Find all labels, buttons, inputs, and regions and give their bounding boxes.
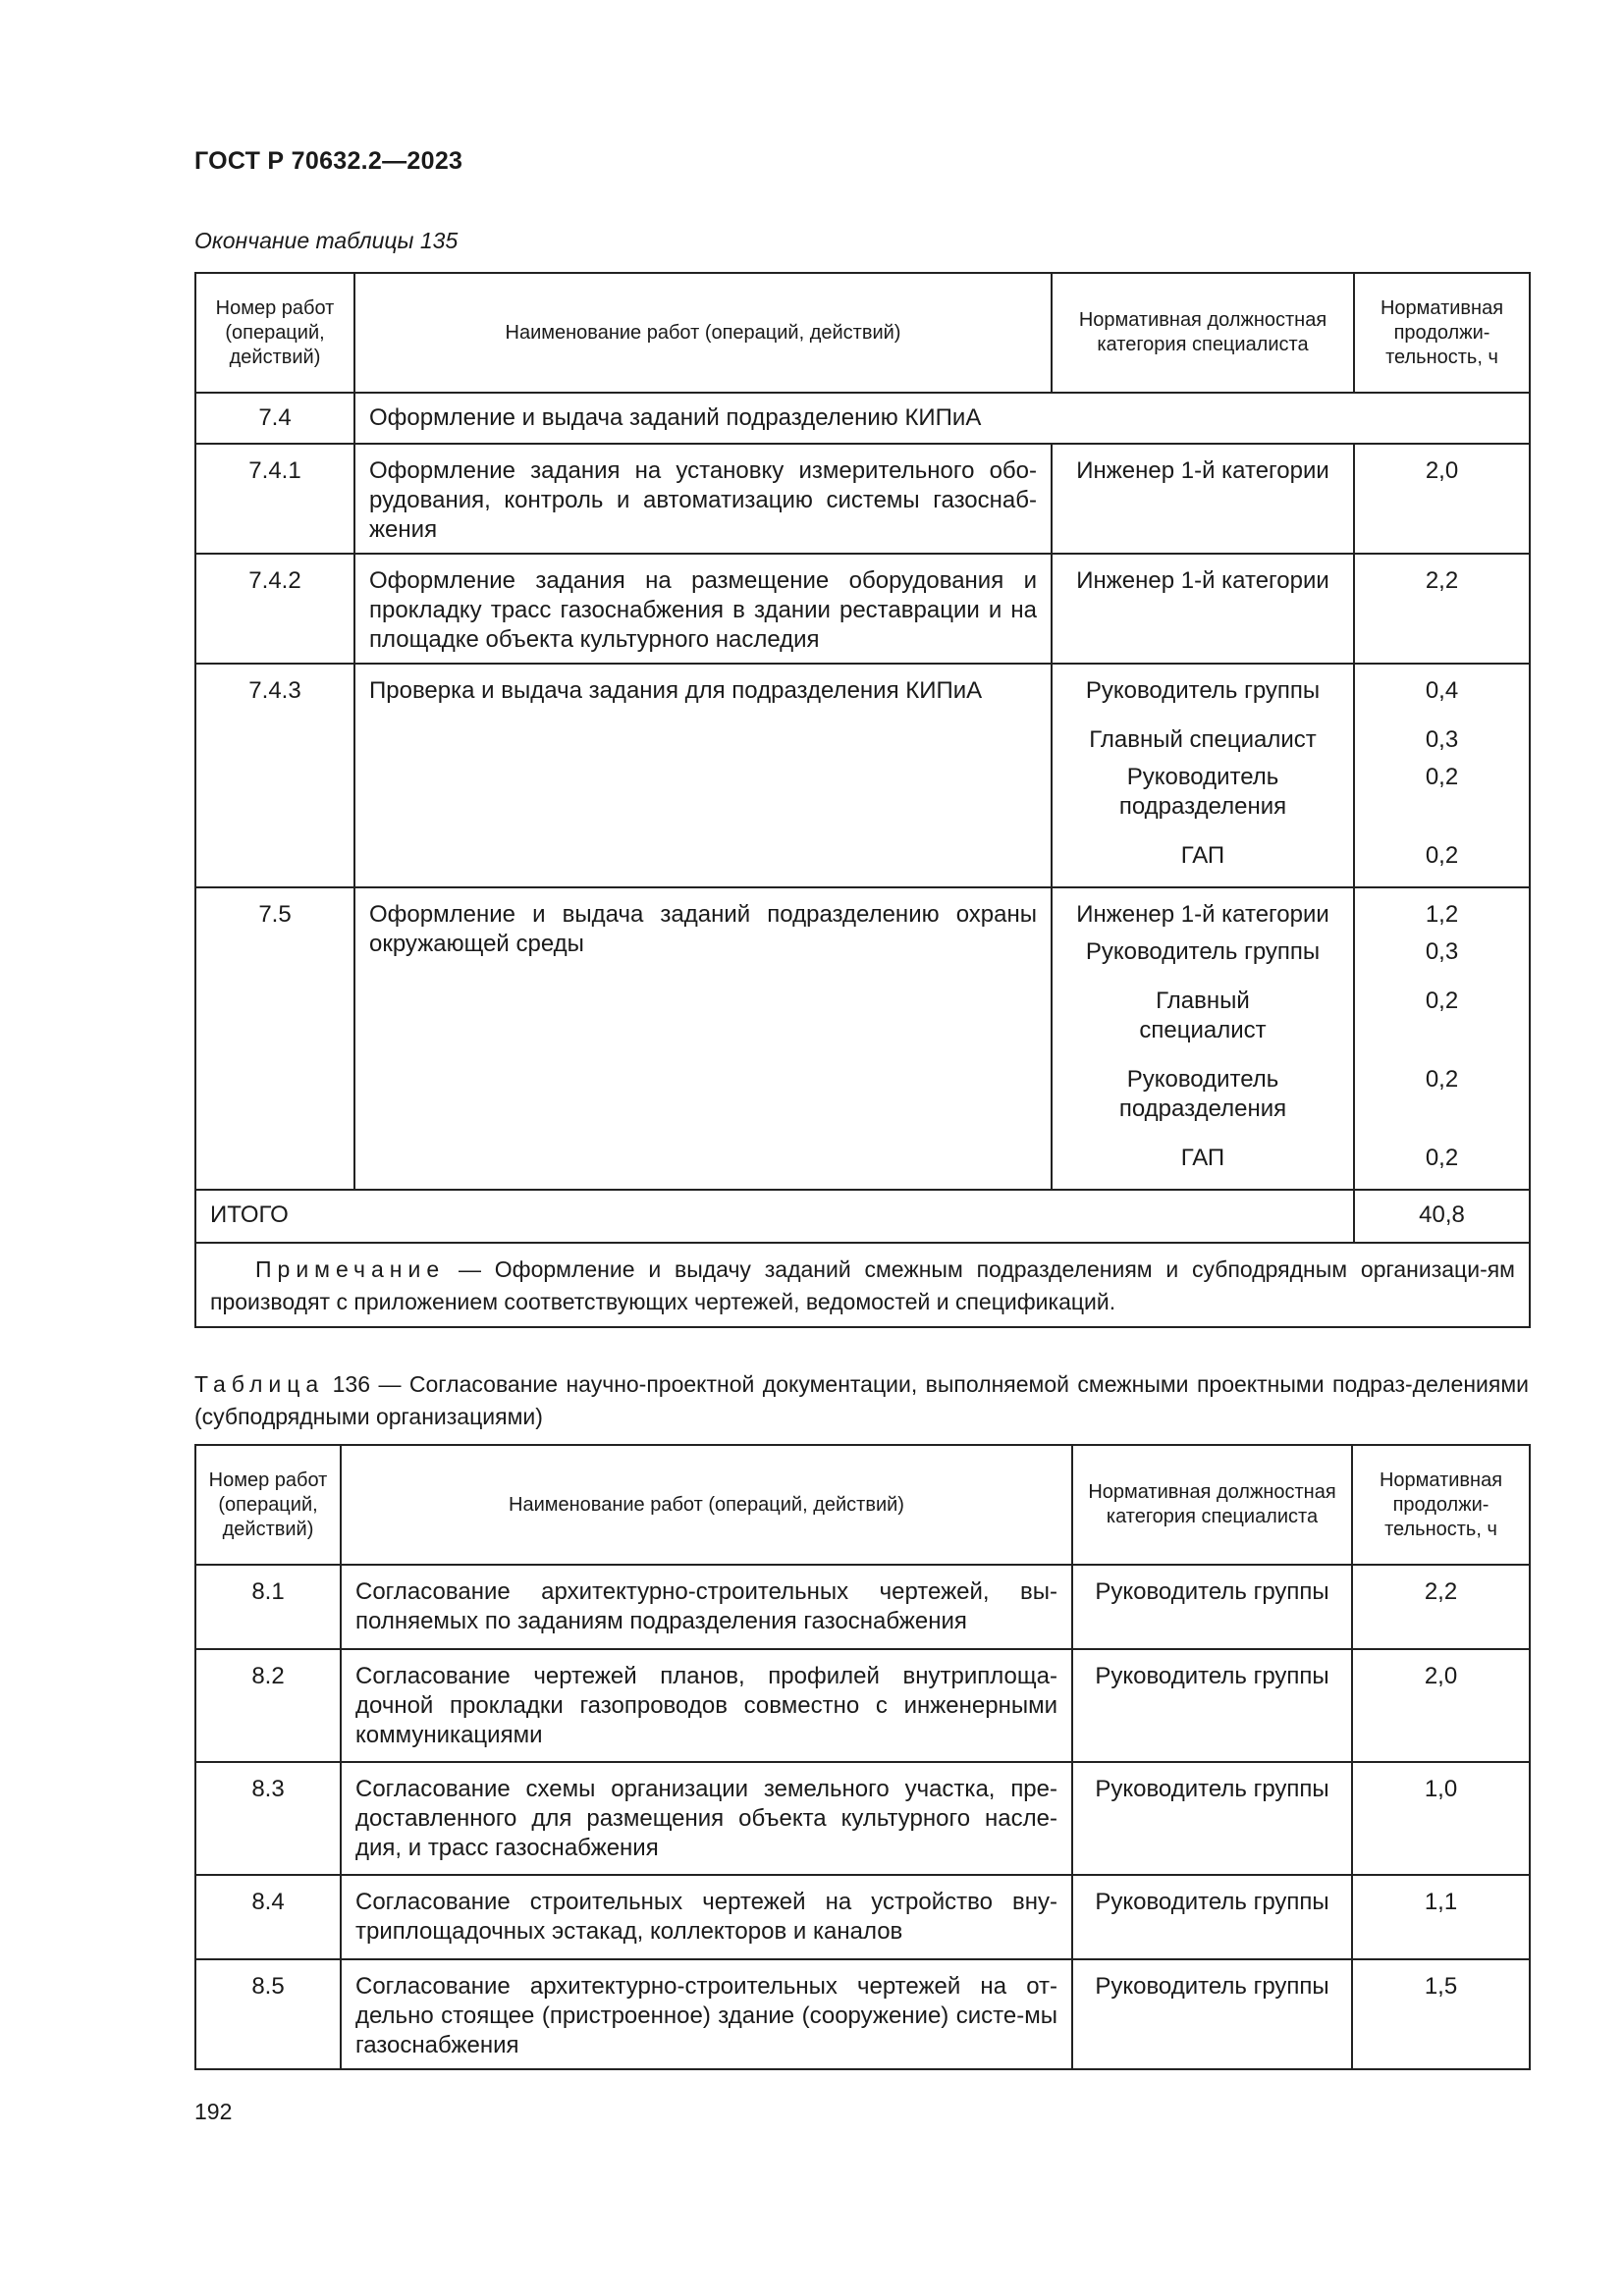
- row-duration: [1352, 1649, 1530, 1762]
- row-duration: [1352, 1875, 1530, 1959]
- table-row: [195, 554, 1530, 664]
- duration-item: 2,2: [1425, 567, 1459, 594]
- category-item: Руководитель группы: [1095, 1973, 1329, 2000]
- table-135: [194, 272, 1531, 1328]
- row-duration: [1354, 554, 1530, 664]
- duration-item: 1,0: [1424, 1776, 1458, 1802]
- category-item: Главный специалист: [1089, 726, 1317, 753]
- note-label: Примечание: [255, 1256, 446, 1282]
- row-number: 7.5: [195, 887, 354, 1190]
- table-136: [194, 1444, 1531, 2070]
- row-number: 8.5: [195, 1959, 341, 2069]
- category-item: Руководитель подразделения: [1118, 1066, 1287, 1122]
- duration-item: 0,2: [1425, 764, 1459, 790]
- duration-item: 0,2: [1425, 988, 1459, 1014]
- category-item: ГАП: [1180, 1145, 1225, 1171]
- column-header-name: Наименование работ (операций, действий): [354, 273, 1052, 393]
- category-item: Инженер 1-й категории: [1076, 567, 1329, 594]
- column-header-number: Номер работ (операций, действий): [195, 1445, 341, 1565]
- category-item: Главный специалист: [1139, 988, 1267, 1043]
- row-duration: [1354, 664, 1530, 887]
- caption-text: 136 — Согласование научно-проектной документации, выполняемой смежными проектными подраз-делениями (субподрядными организациями): [194, 1371, 1530, 1429]
- table-row: [195, 1875, 1530, 1959]
- table-note: [195, 1243, 1530, 1327]
- row-category: [1052, 554, 1354, 664]
- row-number: 7.4.3: [195, 664, 354, 887]
- total-label: ИТОГО: [195, 1190, 1354, 1243]
- category-item: Руководитель группы: [1095, 1776, 1329, 1802]
- table-136-caption: [194, 1368, 1529, 1433]
- note-text: — Оформление и выдачу заданий смежным подразделениям и субподрядным организаци-ям производят с приложением соответствующих чертежей, ведомостей и спецификаций.: [210, 1256, 1515, 1314]
- row-name: [354, 393, 1530, 444]
- row-category: [1072, 1959, 1352, 2069]
- table-row: [195, 1565, 1530, 1649]
- category-item: Инженер 1-й категории: [1076, 901, 1329, 928]
- column-header-number: Номер работ (операций, действий): [195, 273, 354, 393]
- column-header-category: Нормативная должностная категория специалиста: [1052, 273, 1354, 393]
- duration-item: 2,0: [1425, 457, 1459, 484]
- duration-item: 1,1: [1424, 1889, 1458, 1915]
- row-category: [1072, 1649, 1352, 1762]
- category-item: Руководитель группы: [1095, 1578, 1329, 1605]
- duration-item: 0,2: [1425, 842, 1459, 869]
- row-duration: [1352, 1762, 1530, 1875]
- row-name: Оформление задания на установку измерительного обо-рудования, контроль и автоматизацию системы газоснаб-жения: [354, 444, 1052, 554]
- row-name: Согласование схемы организации земельного участка, пре-доставленного для размещения объекта культурного насле-дия, и трасс газоснабжения: [341, 1762, 1072, 1875]
- table-row: [195, 393, 1530, 444]
- row-number: 7.4.1: [195, 444, 354, 554]
- duration-item: 1,2: [1425, 901, 1459, 928]
- page-number: 192: [194, 2099, 233, 2124]
- row-number: 8.1: [195, 1565, 341, 1649]
- table-row: [195, 1762, 1530, 1875]
- total-value: 40,8: [1354, 1190, 1530, 1243]
- row-category: [1052, 664, 1354, 887]
- duration-item: 2,2: [1424, 1578, 1458, 1605]
- row-category: [1052, 887, 1354, 1190]
- row-duration: [1352, 1565, 1530, 1649]
- category-item: Инженер 1-й категории: [1076, 457, 1329, 484]
- table-header-row: [195, 273, 1530, 393]
- row-category: [1052, 444, 1354, 554]
- row-name-text: Оформление и выдача заданий подразделению КИПиА: [369, 404, 982, 431]
- row-duration: [1352, 1959, 1530, 2069]
- row-duration: [1354, 887, 1530, 1190]
- row-number: 7.4: [195, 393, 354, 444]
- total-row: [195, 1190, 1530, 1243]
- table-row: [195, 664, 1530, 887]
- duration-item: 0,2: [1425, 1145, 1459, 1171]
- duration-item: 0,3: [1425, 938, 1459, 965]
- duration-item: 1,5: [1424, 1973, 1458, 2000]
- category-item: Руководитель группы: [1095, 1663, 1329, 1689]
- column-header-category: Нормативная должностная категория специалиста: [1072, 1445, 1352, 1565]
- column-header-duration: Нормативная продолжи-тельность, ч: [1352, 1445, 1530, 1565]
- table-continuation-title: Окончание таблицы 135: [194, 228, 459, 253]
- row-number: 8.2: [195, 1649, 341, 1762]
- table-row: [195, 887, 1530, 1190]
- row-name: Оформление и выдача заданий подразделению охраны окружающей среды: [354, 887, 1052, 1190]
- table-row: [195, 444, 1530, 554]
- row-name: Проверка и выдача задания для подразделения КИПиА: [354, 664, 1052, 887]
- duration-item: 0,2: [1425, 1066, 1459, 1093]
- row-category: [1072, 1875, 1352, 1959]
- row-number: 8.3: [195, 1762, 341, 1875]
- row-name: Согласование архитектурно-строительных чертежей, вы-полняемых по заданиям подразделения газоснабжения: [341, 1565, 1072, 1649]
- category-item: Руководитель группы: [1085, 677, 1321, 704]
- duration-item: 0,3: [1425, 726, 1459, 753]
- column-header-name: Наименование работ (операций, действий): [341, 1445, 1072, 1565]
- category-item: Руководитель группы: [1085, 938, 1321, 965]
- row-category: [1072, 1762, 1352, 1875]
- duration-item: 2,0: [1424, 1663, 1458, 1689]
- row-number: 8.4: [195, 1875, 341, 1959]
- category-item: Руководитель группы: [1095, 1889, 1329, 1915]
- duration-item: 0,4: [1425, 677, 1459, 704]
- row-name: Оформление задания на размещение оборудования и прокладку трасс газоснабжения в здании реставрации и на площадке объекта культурного наследия: [354, 554, 1052, 664]
- row-name: Согласование строительных чертежей на устройство вну-триплощадочных эстакад, коллекторов и каналов: [341, 1875, 1072, 1959]
- note-row: [195, 1243, 1530, 1327]
- category-item: ГАП: [1180, 842, 1225, 869]
- caption-label: Таблица: [194, 1371, 325, 1397]
- column-header-duration: Нормативная продолжи-тельность, ч: [1354, 273, 1530, 393]
- row-number: 7.4.2: [195, 554, 354, 664]
- row-name: Согласование чертежей планов, профилей внутриплоща-дочной прокладки газопроводов совместно с инженерными коммуникациями: [341, 1649, 1072, 1762]
- row-name: Согласование архитектурно-строительных чертежей на от-дельно стоящее (пристроенное) здание (сооружение) систе-мы газоснабжения: [341, 1959, 1072, 2069]
- category-item: Руководитель подразделения: [1118, 764, 1287, 820]
- row-duration: [1354, 444, 1530, 554]
- table-row: [195, 1959, 1530, 2069]
- row-category: [1072, 1565, 1352, 1649]
- document-header: ГОСТ Р 70632.2—2023: [194, 147, 463, 175]
- table-header-row: [195, 1445, 1530, 1565]
- table-row: [195, 1649, 1530, 1762]
